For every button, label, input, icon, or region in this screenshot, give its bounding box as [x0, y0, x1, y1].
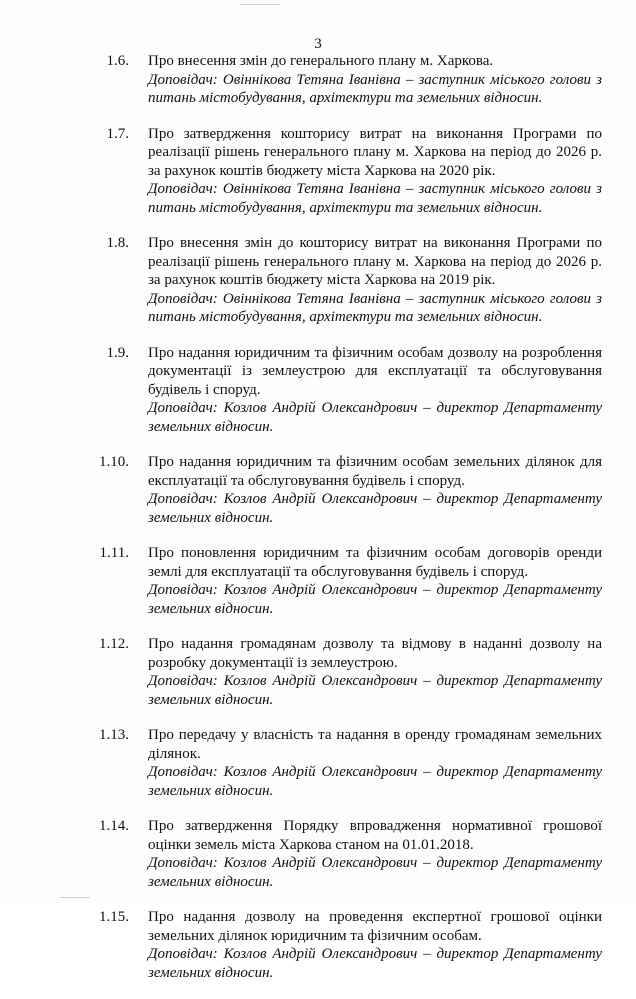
- scan-edge-mark: [240, 4, 280, 5]
- item-body: [148, 344, 602, 437]
- item-speaker: Доповідач: Козлов Андрій Олександрович – директор Департаменту земельних відносин.: [148, 946, 602, 981]
- agenda-item: [0, 544, 636, 618]
- agenda-item: [0, 908, 636, 982]
- item-speaker: Доповідач: Козлов Андрій Олександрович – директор Департаменту земельних відносин.: [148, 582, 602, 617]
- item-number: 1.12.: [99, 636, 129, 652]
- item-speaker: Доповідач: Козлов Андрій Олександрович – директор Департаменту земельних відносин.: [148, 673, 602, 708]
- item-title: Про надання юридичним та фізичним особам земельних ділянок для експлуатації та обслуговування будівель і споруд.: [148, 454, 602, 489]
- item-title: Про надання громадянам дозволу та відмову в наданні дозволу на розробку документації із землеустрою.: [148, 636, 602, 671]
- item-body: [148, 635, 602, 709]
- agenda-item: [0, 234, 636, 327]
- item-speaker: Доповідач: Овіннікова Тетяна Іванівна – заступник міського голови з питань містобудування, архітектури та земельних відносин.: [148, 71, 602, 106]
- item-number: 1.9.: [106, 344, 129, 361]
- item-title: Про внесення змін до кошторису витрат на виконання Програми по реалізації рішень генерального плану м. Харкова на період до 2026 р. за рахунок коштів бюджету міста Харкова на 2019 рік.: [148, 235, 602, 288]
- item-number: 1.15.: [99, 909, 129, 925]
- item-body: [148, 52, 602, 108]
- item-body: [148, 817, 602, 891]
- agenda-item: [0, 344, 636, 437]
- agenda-item: [0, 817, 636, 891]
- agenda-item: [0, 635, 636, 709]
- item-body: [148, 908, 602, 982]
- item-speaker: Доповідач: Козлов Андрій Олександрович – директор Департаменту земельних відносин.: [148, 491, 602, 526]
- item-title: Про внесення змін до генерального плану м. Харкова.: [148, 53, 494, 69]
- item-body: [148, 125, 602, 218]
- item-speaker: Доповідач: Овіннікова Тетяна Іванівна – заступник міського голови з питань містобудування, архітектури та земельних відносин.: [148, 181, 602, 216]
- item-title: Про передачу у власність та надання в оренду громадянам земельних ділянок.: [148, 727, 602, 762]
- agenda-list: [0, 52, 636, 999]
- item-title: Про затвердження Порядку впровадження нормативної грошової оцінки земель міста Харкова станом на 01.01.2018.: [148, 818, 602, 853]
- item-speaker: Доповідач: Козлов Андрій Олександрович – директор Департаменту земельних відносин.: [148, 855, 602, 890]
- item-title: Про надання юридичним та фізичним особам дозволу на розроблення документації із землеустрою для експлуатації та обслуговування будівель і споруд.: [148, 344, 602, 398]
- item-number: 1.7.: [106, 125, 129, 142]
- item-number: 1.14.: [99, 818, 129, 834]
- item-body: [148, 544, 602, 618]
- agenda-item: [0, 52, 636, 108]
- item-number: 1.13.: [99, 727, 129, 743]
- agenda-item: [0, 453, 636, 527]
- item-number: 1.6.: [106, 53, 129, 69]
- item-number: 1.8.: [106, 235, 129, 251]
- page-number: 3: [314, 36, 322, 52]
- item-body: [148, 453, 602, 527]
- item-body: [148, 234, 602, 327]
- agenda-item: [0, 125, 636, 218]
- item-body: [148, 726, 602, 800]
- item-number: 1.11.: [99, 545, 129, 561]
- item-title: Про надання дозволу на проведення експертної грошової оцінки земельних ділянок юридичним та фізичним особам.: [148, 909, 602, 944]
- item-title: Про поновлення юридичним та фізичним особам договорів оренди землі для експлуатації та обслуговування будівель і споруд.: [148, 545, 602, 580]
- item-speaker: Доповідач: Овіннікова Тетяна Іванівна – заступник міського голови з питань містобудування, архітектури та земельних відносин.: [148, 290, 602, 325]
- item-number: 1.10.: [99, 454, 129, 470]
- item-speaker: Доповідач: Козлов Андрій Олександрович – директор Департаменту земельних відносин.: [148, 400, 602, 435]
- agenda-item: [0, 726, 636, 800]
- item-title: Про затвердження кошторису витрат на виконання Програми по реалізації рішень генерального плану м. Харкова на період до 2026 р. за рахунок коштів бюджету міста Харкова на 2020 рік.: [148, 125, 602, 179]
- item-speaker: Доповідач: Козлов Андрій Олександрович – директор Департаменту земельних відносин.: [148, 764, 602, 799]
